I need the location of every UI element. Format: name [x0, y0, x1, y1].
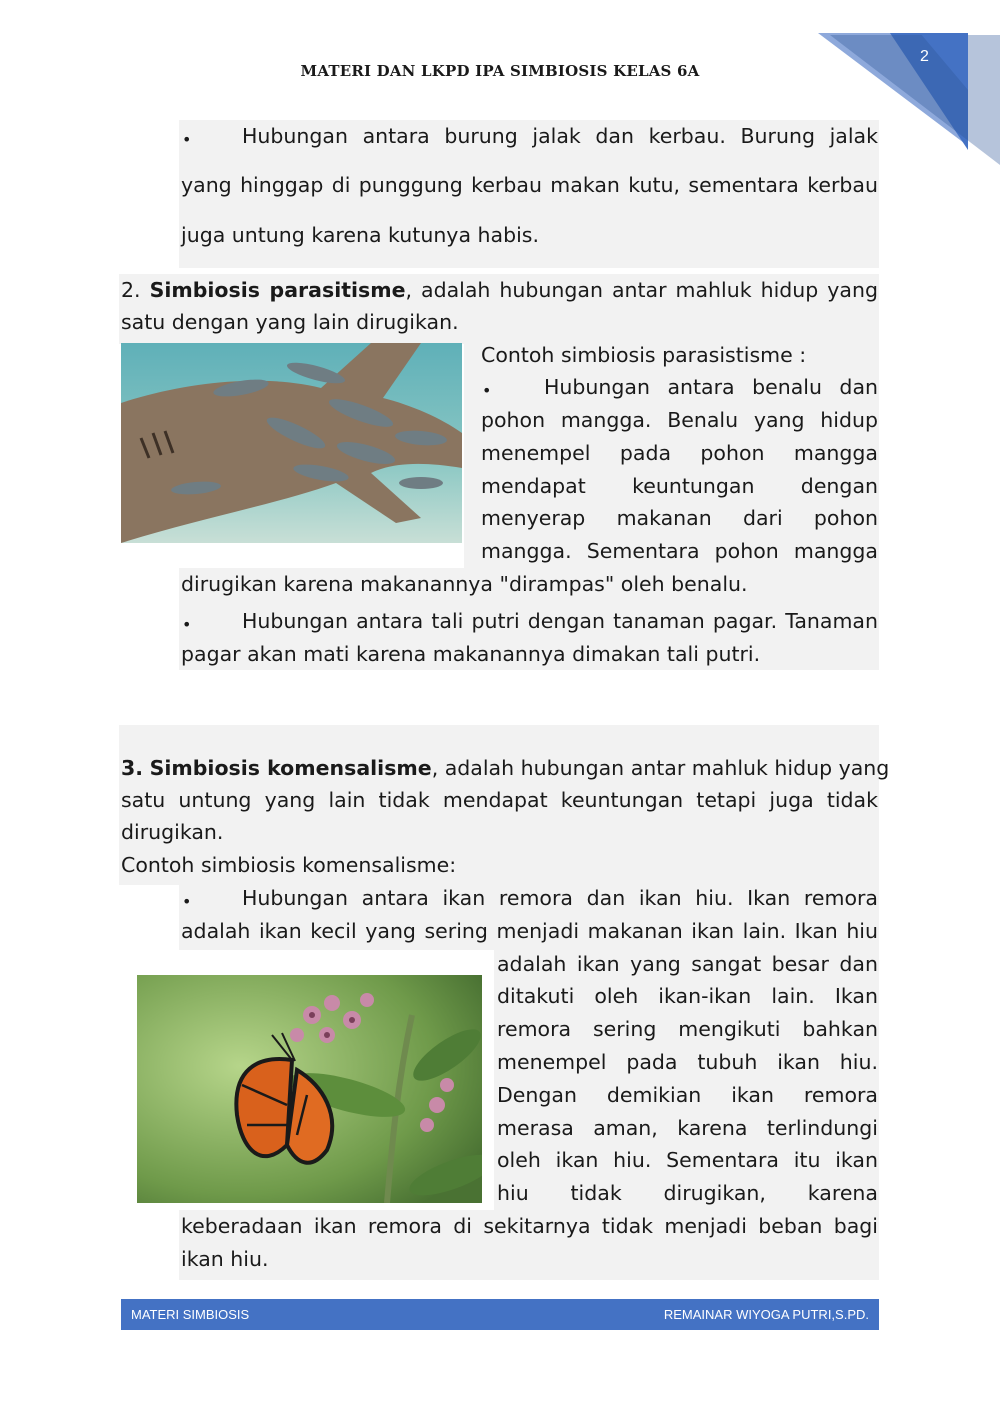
text-line: oleh ikan hiu. Sementara itu ikan [497, 1148, 878, 1172]
text-line: mendapat keuntungan dengan [481, 474, 878, 498]
bullet: • [182, 615, 192, 634]
text-line: Hubungan antara benalu dan [544, 375, 878, 399]
bullet: • [482, 381, 492, 400]
footer-left: MATERI SIMBIOSIS [131, 1307, 250, 1322]
text-line: ikan hiu. [181, 1247, 269, 1271]
text-line: menempel pada pohon mangga [481, 441, 878, 465]
footer-right: REMAINAR WIYOGA PUTRI,S.PD. [663, 1307, 869, 1322]
text-line: menyerap makanan dari pohon [481, 506, 878, 530]
definition-line: satu untung yang lain tidak mendapat keuntungan tetapi juga tidak [121, 788, 878, 812]
bullet: • [182, 892, 192, 911]
text-line: merasa aman, karena terlindungi [497, 1116, 878, 1140]
text-line: adalah ikan kecil yang sering menjadi makanan ikan lain. Ikan hiu [181, 919, 878, 943]
text-line: Hubungan antara ikan remora dan ikan hiu. Ikan remora [242, 886, 878, 910]
examples-heading: Contoh simbiosis komensalisme: [121, 853, 457, 877]
section3-definition [121, 756, 890, 780]
monarch-butterfly-on-flower-photo [137, 975, 482, 1203]
text-line: dirugikan karena makanannya "dirampas" oleh benalu. [181, 572, 748, 596]
definition-text: , adalah hubungan antar mahluk hidup yang [405, 278, 878, 302]
text-line: Hubungan antara tali putri dengan tanaman pagar. Tanaman [242, 609, 878, 633]
definition-line: dirugikan. [121, 820, 224, 844]
shark-with-remora-photo [121, 343, 462, 543]
bullet: • [182, 130, 192, 149]
text-line: yang hinggap di punggung kerbau makan kutu, sementara kerbau [181, 173, 878, 197]
text-line: ditakuti oleh ikan-ikan lain. Ikan [497, 984, 878, 1008]
section2-definition [121, 278, 878, 302]
text-line: juga untung karena kutunya habis. [181, 223, 539, 247]
text-line: remora sering mengikuti bahkan [497, 1017, 878, 1041]
text-line: pagar akan mati karena makanannya dimakan tali putri. [181, 642, 761, 666]
text-line: Dengan demikian ikan remora [497, 1083, 878, 1107]
section-number: 3. [121, 756, 144, 780]
section-term: Simbiosis parasitisme [149, 278, 406, 302]
page-footer [121, 1299, 879, 1330]
text-line: menempel pada tubuh ikan hiu. [497, 1050, 878, 1074]
section-term: Simbiosis komensalisme [149, 756, 432, 780]
section-number: 2. [121, 278, 141, 302]
page-number: 2 [920, 48, 929, 65]
page-header-title: MATERI DAN LKPD IPA SIMBIOSIS KELAS 6A [300, 62, 700, 80]
text-line: adalah ikan yang sangat besar dan [497, 952, 878, 976]
text-line: keberadaan ikan remora di sekitarnya tidak menjadi beban bagi [181, 1214, 878, 1238]
text-line: Hubungan antara burung jalak dan kerbau. Burung jalak [242, 124, 878, 148]
text-line: mangga. Sementara pohon mangga [481, 539, 878, 563]
definition-text: , adalah hubungan antar mahluk hidup yang [431, 756, 890, 780]
definition-line: satu dengan yang lain dirugikan. [121, 310, 459, 334]
shark-photo-graphic [121, 343, 462, 543]
butterfly-photo-graphic [137, 975, 482, 1203]
text-line: pohon mangga. Benalu yang hidup [481, 408, 878, 432]
examples-heading: Contoh simbiosis parasistisme : [481, 343, 807, 367]
text-line: hiu tidak dirugikan, karena [497, 1181, 878, 1205]
